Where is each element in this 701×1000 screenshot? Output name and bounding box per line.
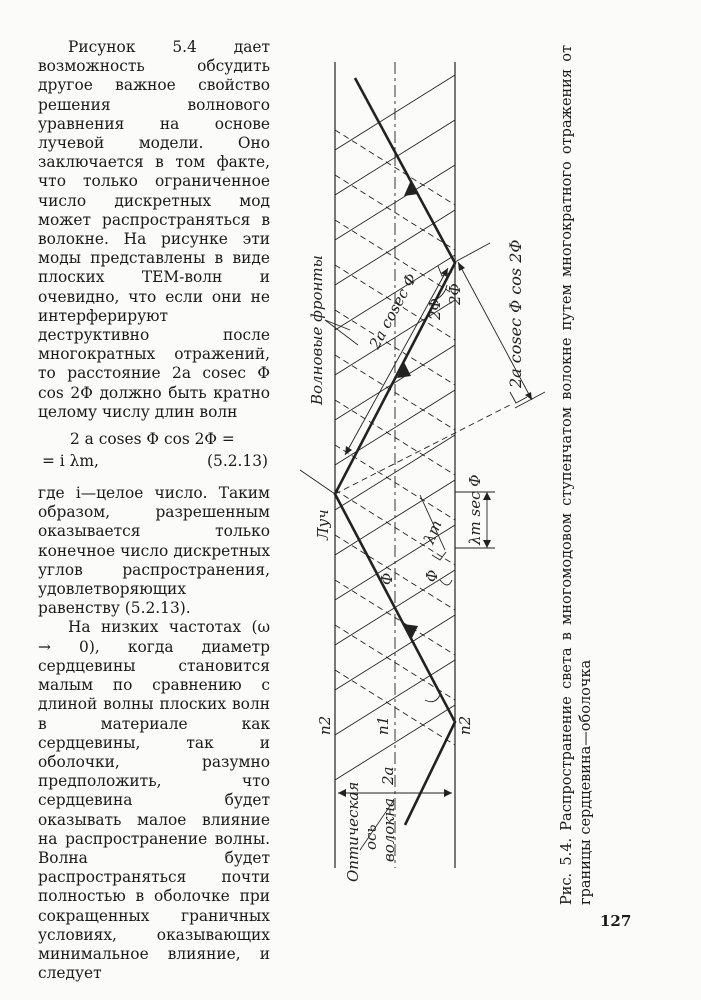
label-n1: n1: [374, 715, 392, 735]
label-n2-right: n2: [456, 715, 474, 735]
equation-line-1: 2 a coses Φ cos 2Φ =: [70, 430, 235, 449]
label-optical-axis-2: ось: [362, 824, 380, 850]
paragraph-3: На низких частотах (ω → 0), когда диаметр сердцевины становится малым по сравнению с длиной волны плоских волн в материале как сердцевины, так и оболочки, разумно предположить, что сердцевина будет оказывать малое влияние на распространение волны. Волна будет распространяться почти полностью в оболочке при сокращенных граничных условиях, оказывающих минимальное влияние, и следует: [38, 618, 270, 983]
label-optical-axis-1: Оптическая: [344, 781, 362, 882]
ray-arrows: [397, 180, 418, 640]
label-phi-2: Φ: [423, 569, 441, 582]
label-2phi-2: 2Φ: [446, 283, 464, 305]
page-number: 127: [600, 912, 632, 930]
equation-number: (5.2.13): [207, 452, 268, 471]
label-2a-cosec: 2a cosec Φ: [365, 270, 421, 352]
label-phi-1: Φ: [378, 572, 396, 585]
paragraph-1: Рисунок 5.4 дает возможность обсудить другое важное свойство решения волнового уравнения на основе лучевой модели. Оно заключается в том факте, что только ограниченное число дискретных мод может распространяться в волокне. На рисунке эти моды представлены в виде плоских ТЕМ-волн и очевидно, что если они не интерферируют деструктивно после многократных отражений, то расстояние 2a cosec Φ cos 2Φ должно быть кратно целому числу длин волн: [38, 38, 270, 421]
figure-caption: Рис. 5.4. Распространение света в многомодовом ступенчатом волокне путем многократного отражения от границы сердцевина—оболочка: [559, 45, 594, 905]
label-lambda-m: λm: [420, 517, 446, 547]
label-n2-left: n2: [316, 715, 334, 735]
label-ray: Луч: [314, 509, 332, 540]
label-2phi-1: 2Φ: [426, 298, 444, 320]
label-optical-axis-3: волокна: [380, 797, 398, 862]
equation-line-2: = i λm,: [42, 452, 99, 471]
label-wavefronts: Волновые фронты: [308, 255, 326, 405]
label-2a: 2a: [379, 766, 397, 785]
label-lambda-sec: λm sec Φ: [466, 474, 484, 545]
label-2a-cosec-cos: 2a cosec Φ cos 2Φ: [506, 239, 525, 388]
paragraph-2: где i—целое число. Таким образом, разрешенным оказывается только конечное число дискретных углов распространения, удовлетворяющих равенству (5.2.13).: [38, 484, 270, 618]
